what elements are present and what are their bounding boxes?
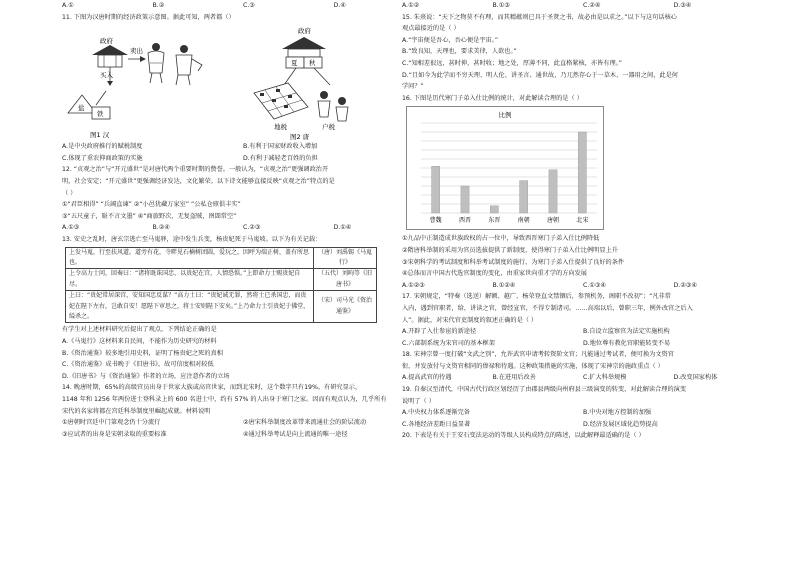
q14-statement: ③应试者的出身是宋朝录取的重要标准	[62, 430, 167, 438]
q18-options	[402, 372, 764, 384]
q18-line: 18. 宋神宗曾一度打破“文武之别”，允许武官申请考转资阶文官；凡能通过考试者，便可换为文资官	[402, 351, 674, 359]
q17-option-d[interactable]: D.地位尊有教化官职能转变不易	[583, 339, 671, 347]
chart-title: 比例	[498, 111, 512, 120]
q12-line: 12. “贞观之治”与“开元盛世”是对唐代两个重要时期的赞誉。一般认为，“贞观之治”更强调政治开	[62, 166, 329, 174]
source-text: 上令高力士问，回奏曰：“诸将既诛国忠，以贵妃在宫，人情恐惧。”上即命力士赐贵妃自尽。	[66, 269, 314, 291]
q14-statements	[62, 417, 424, 429]
bar-唐朝	[549, 170, 557, 213]
palace-roof-icon	[282, 37, 326, 57]
q14-option-b[interactable]: B.①③	[492, 2, 510, 9]
chart-bars	[432, 132, 587, 213]
x-tick-label: 北宋	[576, 217, 589, 225]
source-text: 上曰：“贵妃常居深宫，安知国忠反谋？”高力士曰：“贵妃诚无罪，然将士已杀国忠，而贵妃在陛下左右，岂敢自安！愿陛下审思之，将士安则陛下安矣。”上乃命力士引贵妃于佛堂，缢杀之。	[66, 291, 314, 323]
x-tick-label: 曹魏	[429, 217, 442, 225]
q19-option-a[interactable]: A.中央权力体系逐渐完备	[402, 409, 470, 417]
q17-line: 人”。据此，对宋代官吏制度的叙述正确的是（ ）	[402, 316, 538, 324]
q19-option-d[interactable]: D.经济发展区域化趋势提高	[583, 420, 658, 428]
q16-option-d[interactable]: D.②③④	[673, 281, 697, 289]
q19-option-b[interactable]: B.中央对地方控制的加强	[583, 409, 652, 417]
q16-option-b[interactable]: B.①②④	[492, 281, 516, 289]
x-tick-label: 西晋	[458, 217, 472, 225]
q17-option-a[interactable]: A.开辟了入仕参宦的新途径	[402, 328, 477, 336]
q17-line: 17. 宋朝规定，“特奏（选送）解额、越广、杨荣登直文禁锢后，参预机务，阁职不改初”；“凡非常	[402, 293, 671, 301]
q14-line: 14. 晚唐时期，65%的高级官员出身于世家大族或高官世家，而到北宋时，这个数字只有19%。有研究显示，	[62, 384, 362, 392]
q15-option-b[interactable]: B.“致良知，天理也，要求美律，人欲也。”	[402, 48, 517, 56]
q18-option-d[interactable]: D.改变国家构体	[673, 374, 718, 382]
bar-西晋	[461, 186, 469, 213]
q19-options	[402, 407, 764, 419]
q20-stem: 20. 下表是有关于王安石变法运动的等级人员构成特点的陈述，以此解释最适确的是（ ）	[402, 432, 645, 440]
q15-line: 观点最接近的是（ ）	[402, 25, 460, 33]
q14-statement: ①唐朝时宫廷中门第观念仍十分流行	[62, 419, 161, 427]
fig2-caption: 图2 唐	[290, 133, 310, 142]
prev-question-options	[62, 0, 424, 12]
q16-statement: ②隋唐科举制的采用为官员选拔提供了新制度，使得寒门子弟入仕比例明显上升	[402, 246, 618, 254]
q17-options-row2	[402, 338, 764, 350]
table-row	[66, 291, 377, 323]
fig2-summer-label: 夏	[291, 59, 298, 68]
buyer-figure-icon	[176, 45, 202, 85]
q16-options	[402, 280, 764, 292]
q14-option-a[interactable]: A.①②	[402, 2, 420, 9]
q12-line: 明，社会安定；“开元盛世”更强调经济发达，文化繁荣。以下诗文能够直接反映“贞观之治”特点的是	[62, 177, 335, 185]
q17-options	[402, 326, 764, 338]
q15-option-c[interactable]: C.“知相差很远，甚时伸，甚时收；地之处，厚薄不同，此直格紧核，亦皆有理。”	[402, 59, 622, 67]
q18-option-a[interactable]: A.提高武官的待遇	[402, 374, 452, 382]
q18-option-b[interactable]: B.在进用后改善	[492, 374, 536, 382]
source-text: 上发马嵬，行至扶风道。道旁有花，寺畔见石楠树团圆，爱玩之，因呼为端正树，盖有所思也。	[66, 247, 314, 269]
q14-option-c[interactable]: C.②④	[583, 2, 601, 9]
left-column	[62, 0, 424, 440]
option[interactable]: B.②	[152, 2, 165, 9]
q12-option-a[interactable]: A.①③	[62, 224, 80, 232]
x-tick-label: 东晋	[488, 217, 501, 225]
source-citation: （宋）司马光《资治通鉴》	[314, 291, 377, 323]
q14-statements-row2	[62, 429, 424, 441]
q11-options	[62, 141, 424, 153]
household-figures-icon	[318, 91, 348, 121]
q14-options	[402, 0, 764, 12]
merchant-figure-icon	[148, 43, 164, 83]
chart-svg	[407, 107, 603, 229]
fig2-autumn-label: 秋	[309, 59, 316, 68]
q19-line: 说明了（ ）	[402, 397, 435, 405]
q14-statement: ②唐宋科举制度改革带来流通社会的阶层流动	[243, 419, 367, 427]
q19-options-row2	[402, 419, 764, 431]
q11-figures-svg	[62, 23, 424, 141]
q16-bar-chart	[406, 106, 604, 230]
option[interactable]: D.④	[333, 2, 346, 9]
q11-option-a[interactable]: A.是中央政府推行的赋税制度	[62, 143, 143, 151]
q19-option-c[interactable]: C.各地经济差距日益显著	[402, 420, 471, 428]
fig1-sell-label: 卖出	[130, 47, 143, 56]
q16-statement: ④总体而言中国古代选官制度的变化，由重家世向重才学的方向发展	[402, 270, 587, 278]
q12-option-d[interactable]: D.①④	[333, 224, 352, 232]
table-row	[66, 269, 377, 291]
q12-option-b[interactable]: B.②④	[152, 224, 170, 232]
fig1-salt-label: 盐	[78, 104, 85, 113]
q13-option-b[interactable]: B.《资治通鉴》较多地引用史料，证明了杨贵妃之死的真相	[62, 349, 223, 357]
q16-statement: ①九品中正制造成世族政权的占一位中，导致西晋寒门子弟入仕比例降低	[402, 235, 600, 243]
q11-option-d[interactable]: D.有利于减轻老百姓的负担	[243, 154, 318, 162]
q12-line: （ ）	[62, 189, 77, 197]
bar-南朝	[520, 181, 528, 213]
q17-line: 入内，遇到官职者，给，讲读之官，曾经宣官，不得专制诸司。……高端以后，曾职三年，例外改官之后入	[402, 304, 693, 312]
q19-line: 19. 自秦汉至清代，中国古代行政区划经历了由郡县两级向州府县三级演变的转变，对此解读合理的演变	[402, 386, 687, 394]
q11-options-row2	[62, 153, 424, 165]
fig2-land-tax-label: 地税	[274, 123, 287, 132]
q15-option-a[interactable]: A.“宇宙便是吾心，吾心便是宇宙。”	[402, 36, 499, 44]
q14-statement: ④通过科举考试是向上流通的唯一途径	[243, 430, 348, 438]
right-column	[402, 0, 764, 442]
q13-source-table	[65, 247, 377, 324]
government-building-icon	[92, 45, 128, 67]
q16-statement: ③宋朝科学的考试制度和科举考试制度的施行，为寒门子弟入仕提供了良好的条件	[402, 258, 625, 266]
fig1-buy-label: 买入	[100, 71, 113, 80]
fig1-caption: 图1 汉	[90, 131, 110, 140]
q13-option-a[interactable]: A.《马嵬行》这材料来自民间，不能作为历史研究的材料	[62, 337, 217, 345]
q16-option-c[interactable]: C.①③④	[583, 281, 606, 289]
bar-东晋	[490, 206, 498, 213]
x-tick-label: 唐朝	[546, 217, 560, 225]
q16-option-a[interactable]: A.①②③	[402, 281, 425, 289]
q15-option-d[interactable]: D.“且如今为此学而不穷天理、明人伦、讲圣言、通世故，乃兀然存心于一草木、一器用之间，此是何	[402, 71, 678, 79]
q18-option-c[interactable]: C.扩大科举规模	[583, 374, 627, 382]
q12-options	[62, 222, 424, 234]
fig2-gov-label: 政府	[298, 27, 311, 36]
q13-option-c[interactable]: C.《资治通鉴》成书晚于《旧唐书》，故可信度相对较低	[62, 361, 214, 369]
q14-line: 宋代的名家将都在宫廷科举制度里崛起成就。材料说明	[62, 407, 211, 415]
option[interactable]: C.③	[243, 2, 255, 9]
fig1-gov-label: 政府	[100, 37, 113, 46]
source-citation: （唐）刘禹锡《马嵬行》	[314, 247, 377, 269]
q15-line: 15. 朱熹说：“天下之物莫不有理，而其精蕴则已具于圣贤之书，故必由是以求之。”以下与这句话核心	[402, 13, 677, 21]
bar-曹魏	[432, 167, 440, 214]
q11-option-b[interactable]: B.有利于国家财政收入增加	[243, 143, 318, 151]
chart-gridlines	[421, 123, 597, 213]
fig2-household-tax-label: 户税	[322, 123, 335, 132]
q14-line: 1148 年和 1256 年两份进士登科录上的 600 名进士中，约有 57% 的人出身于寒门之家。因而有观点认为，几乎所有	[62, 395, 387, 403]
q16-stem: 16. 下图是历代寒门子弟入仕比例的统计，对此解读合理的是（ ）	[402, 94, 583, 102]
q17-option-b[interactable]: B.自设立监察官为法定实施机构	[583, 328, 670, 336]
q14-option-d[interactable]: D.③④	[673, 2, 692, 9]
q11-stem: 11. 下图为汉唐时期的经济政策示意图。据此可知，两者都（）	[62, 13, 235, 21]
fig1-iron-label: 铁	[97, 110, 104, 119]
x-tick-label: 南朝	[517, 217, 530, 225]
table-row	[66, 247, 377, 269]
q12-line: ③“五尺童子，耻不言文墨” ④“商旅野次，无复盗贼，囹圄常空”	[62, 212, 237, 220]
q15-option-d-cont: 学问？”	[402, 83, 424, 91]
q13-option-d[interactable]: D.《旧唐书》与《资治通鉴》作者的立场，应注意作者的立场	[62, 372, 230, 380]
q17-option-c[interactable]: C.六部制系统为宋官司的基本框架	[402, 339, 495, 347]
q13-after: 有学生对上述材料研究后提出了观点，下列结论正确的是	[62, 326, 217, 334]
q11-figures	[62, 23, 424, 141]
q12-option-c[interactable]: C.②③	[243, 224, 261, 232]
option[interactable]: A.①	[62, 2, 74, 9]
q13-stem: 13. 安史之乱时，唐玄宗逃亡至马嵬驿，途中发生兵变，杨贵妃死于马嵬坡。以下为有关记载：	[62, 235, 322, 243]
q18-line: 衔，并发放付与文资官相同的俸禄和待遇。这种政策措施的实施，体现了宋神宗的施政重点（ ）	[402, 362, 664, 370]
figure2-tang	[254, 26, 348, 141]
chart-x-labels	[430, 216, 589, 224]
bar-北宋	[578, 132, 586, 213]
q12-line: ①“君臣相得” “兵阔直谏” ②“小邑犹藏万家室” “公私仓廪俱丰实”	[62, 201, 241, 209]
q11-option-c[interactable]: C.体现了重农抑商政策的实施	[62, 154, 143, 162]
source-citation: （五代）刘昫等《旧唐书》	[314, 269, 377, 291]
figure1-han	[68, 36, 202, 139]
farmland-grid-icon	[254, 83, 308, 119]
